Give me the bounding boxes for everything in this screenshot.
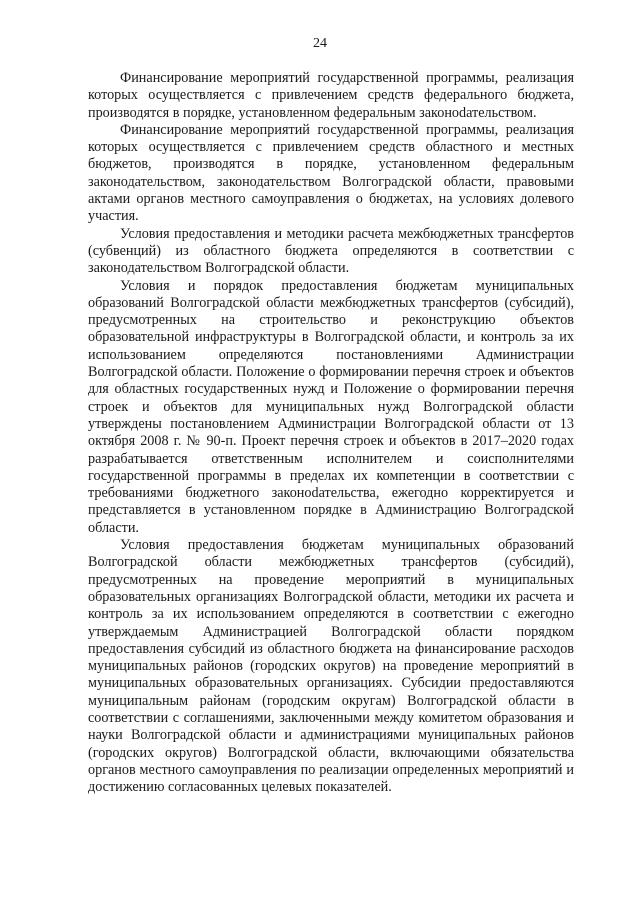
paragraph-infrastructure-subsidies: Условия и порядок предоставления бюджетам муниципальных образований Волгоградской области межбюджетных трансфертов (субсидий), предусмотренных на строительство и реконструкцию объектов образовательной инфраструктуры в Волгоградской области, и контроль за их использованием определяются постановлениями Администрации Волгоградской области. Положение о формировании перечня строек и объектов для областных государственных нужд и Положение о формировании перечня строек и объектов для муниципальных нужд Волгоградской области утверждены постановлением Администрации Волгоградской области от 13 октября 2008 г. № 90-п. Проект перечня строек и объектов в 2017–2020 годах разрабатывается ответственным исполнителем и соисполнителями государственной программы в пределах их компетенции в соответствии с требованиями бюджетного законоdательства, ежегодно корректируется и представляется в установленном порядке в Администрацию Волгоградской области. bbox=[88, 277, 574, 536]
paragraph-subvention-conditions: Условия предоставления и методики расчета межбюджетных трансфертов (субвенций) из областного бюджета определяются в соответствии с законодательством Волгоградской области. bbox=[88, 225, 574, 277]
paragraph-educational-subsidies: Условия предоставления бюджетам муниципальных образований Волгоградской области межбюджетных трансфертов (субсидий), предусмотренных на проведение мероприятий в муниципальных образовательных организациях Волгоградской области, методики их расчета и контроль за их использованием определяются в соответствии с ежегодно утверждаемым Администрацией Волгоградской области порядком предоставления субсидий из областного бюджета на финансирование расходов муниципальных районов (городских округов) на проведение мероприятий в муниципальных образовательных организациях. Субсидии предоставляются муниципальным районам (городским округам) Волгоградской области в соответствии с соглашениями, заключенными между комитетом образования и науки Волгоградской области и администрациями муниципальных районов (городских округов) Волгоградской области, включающими обязательства органов местного самоуправления по реализации определенных мероприятий и достижению согласованных целевых показателей. bbox=[88, 537, 574, 796]
document-body bbox=[88, 70, 574, 796]
paragraph-regional-funding: Финансирование мероприятий государственной программы, реализация которых осуществляется с привлечением средств областного и местных бюджетов, производятся в порядке, установленном федеральным законодательством, законодательством Волгоградской области, правовыми актами органов местного самоуправления о бюджетах, на условиях долевого участия. bbox=[88, 121, 574, 225]
paragraph-federal-funding: Финансирование мероприятий государственной программы, реализация которых осуществляется с привлечением средств федерального бюджета, производятся в порядке, установленном федеральным законоdательством. bbox=[88, 70, 574, 121]
page-number: 24 bbox=[313, 36, 327, 51]
